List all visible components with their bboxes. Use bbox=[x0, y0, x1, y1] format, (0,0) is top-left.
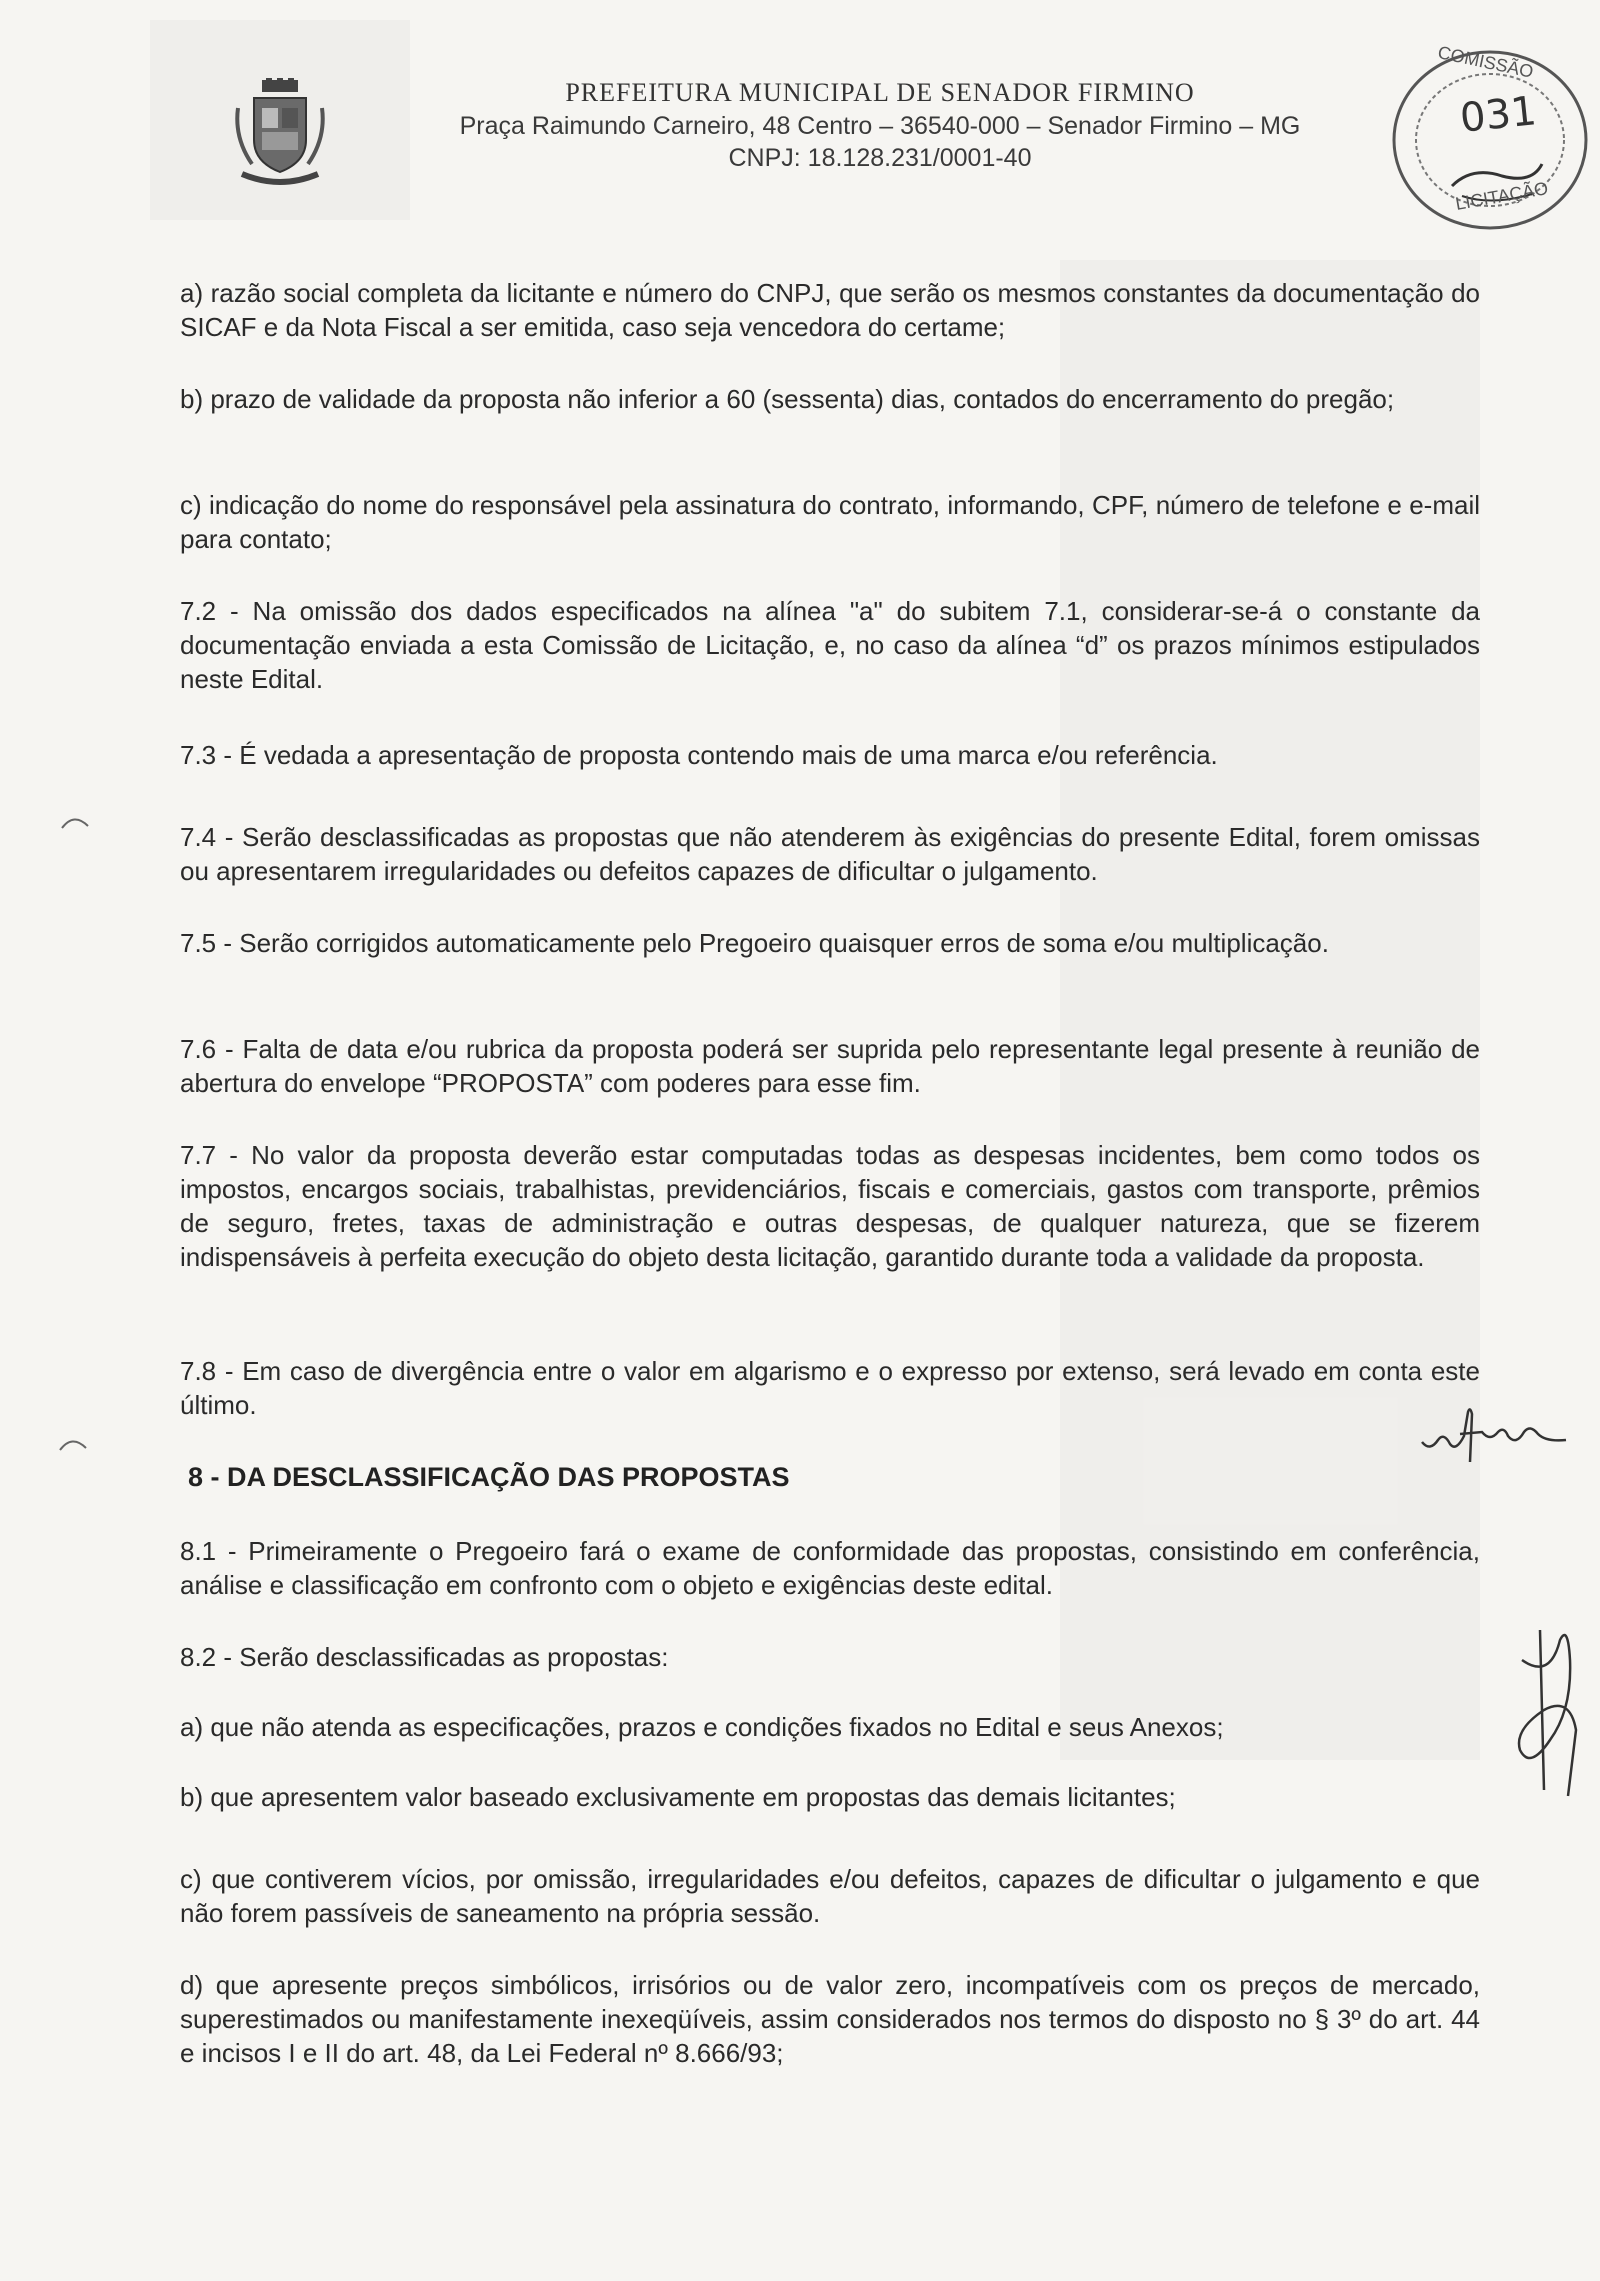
stamp-text-bottom: LICITAÇÃO bbox=[1453, 178, 1550, 214]
paragraph-b-prazo-validade: b) prazo de validade da proposta não inferior a 60 (sessenta) dias, contados do encerramento do pregão; bbox=[180, 384, 1395, 414]
paragraph-8-2-c: c) que contiverem vícios, por omissão, irregularidades e/ou defeitos, capazes de dificultar o julgamento e que não forem passíveis de saneamento na própria sessão. bbox=[180, 1864, 1480, 1928]
paragraph-7-6: 7.6 - Falta de data e/ou rubrica da proposta poderá ser suprida pelo representante legal presente à reunião de abertura do envelope “PROPOSTA” com poderes para esse fim. bbox=[180, 1034, 1480, 1098]
paragraph-a-razao-social: a) razão social completa da licitante e número do CNPJ, que serão os mesmos constantes da documentação do SICAF e da Nota Fiscal a ser emitida, caso seja vencedora do certame; bbox=[180, 278, 1480, 342]
stamp-page-number: 031 bbox=[1457, 88, 1539, 142]
municipal-crest-icon bbox=[232, 78, 328, 190]
paragraph-7-4: 7.4 - Serão desclassificadas as propostas que não atenderem às exigências do presente Edital, forem omissas ou apresentarem irregularidades ou defeitos capazes de dificultar o julgamento. bbox=[180, 822, 1480, 886]
paragraph-7-8: 7.8 - Em caso de divergência entre o valor em algarismo e o expresso por extenso, será levado em conta este último. bbox=[180, 1356, 1480, 1420]
header-cnpj: CNPJ: 18.128.231/0001-40 bbox=[728, 144, 1032, 172]
stamp-text-top: COMISSÃO bbox=[1436, 42, 1536, 82]
section-heading: 8 - DA DESCLASSIFICAÇÃO DAS PROPOSTAS bbox=[188, 1462, 790, 1492]
header-title: PREFEITURA MUNICIPAL DE SENADOR FIRMINO bbox=[565, 78, 1195, 107]
paragraph-8-1: 8.1 - Primeiramente o Pregoeiro fará o exame de conformidade das propostas, consistindo em conferência, análise e classificação em confronto com o objeto e exigências deste edital. bbox=[180, 1536, 1480, 1600]
paragraph-8-2: 8.2 - Serão desclassificadas as propostas: bbox=[180, 1642, 669, 1672]
paragraph-c-responsavel: c) indicação do nome do responsável pela assinatura do contrato, informando, CPF, número de telefone e e-mail para contato; bbox=[180, 490, 1480, 554]
paragraph-7-3: 7.3 - É vedada a apresentação de proposta contendo mais de uma marca e/ou referência. bbox=[180, 740, 1218, 770]
paragraph-7-2: 7.2 - Na omissão dos dados especificados na alínea "a" do subitem 7.1, considerar-se-á o constante da documentação enviada a esta Comissão de Licitação, e, no caso da alínea “d” os prazos mínimos estipulados neste Edital. bbox=[180, 596, 1480, 694]
margin-signature-icon bbox=[1510, 1620, 1580, 1800]
paragraph-8-2-a: a) que não atenda as especificações, prazos e condições fixados no Edital e seus Anexos; bbox=[180, 1712, 1224, 1742]
paragraph-8-2-b: b) que apresentem valor baseado exclusivamente em propostas das demais licitantes; bbox=[180, 1782, 1176, 1812]
paragraph-8-2-d: d) que apresente preços simbólicos, irrisórios ou de valor zero, incompatíveis com os preços de mercado, superestimados ou manifestamente inexeqüíveis, assim considerados nos termos do disposto no § 3º do art. 44 e incisos I e II do art. 48, da Lei Federal nº 8.666/93; bbox=[180, 1970, 1480, 2068]
edge-mark-icon bbox=[58, 1432, 88, 1452]
edge-mark-icon bbox=[60, 810, 90, 830]
handwritten-rubric-icon bbox=[1420, 1402, 1570, 1472]
paragraph-7-7: 7.7 - No valor da proposta deverão estar computadas todas as despesas incidentes, bem como todos os impostos, encargos sociais, trabalhistas, previdenciários, fiscais e comerciais, gastos com transporte, prêmios de seguro, fretes, taxas de administração e outras despesas, de qualquer natureza, que se fizerem indispensáveis à perfeita execução do objeto desta licitação, garantido durante toda a validade da proposta. bbox=[180, 1140, 1480, 1272]
header-address: Praça Raimundo Carneiro, 48 Centro – 36540-000 – Senador Firmino – MG bbox=[459, 112, 1301, 140]
paragraph-7-5: 7.5 - Serão corrigidos automaticamente pelo Pregoeiro quaisquer erros de soma e/ou multiplicação. bbox=[180, 928, 1329, 958]
